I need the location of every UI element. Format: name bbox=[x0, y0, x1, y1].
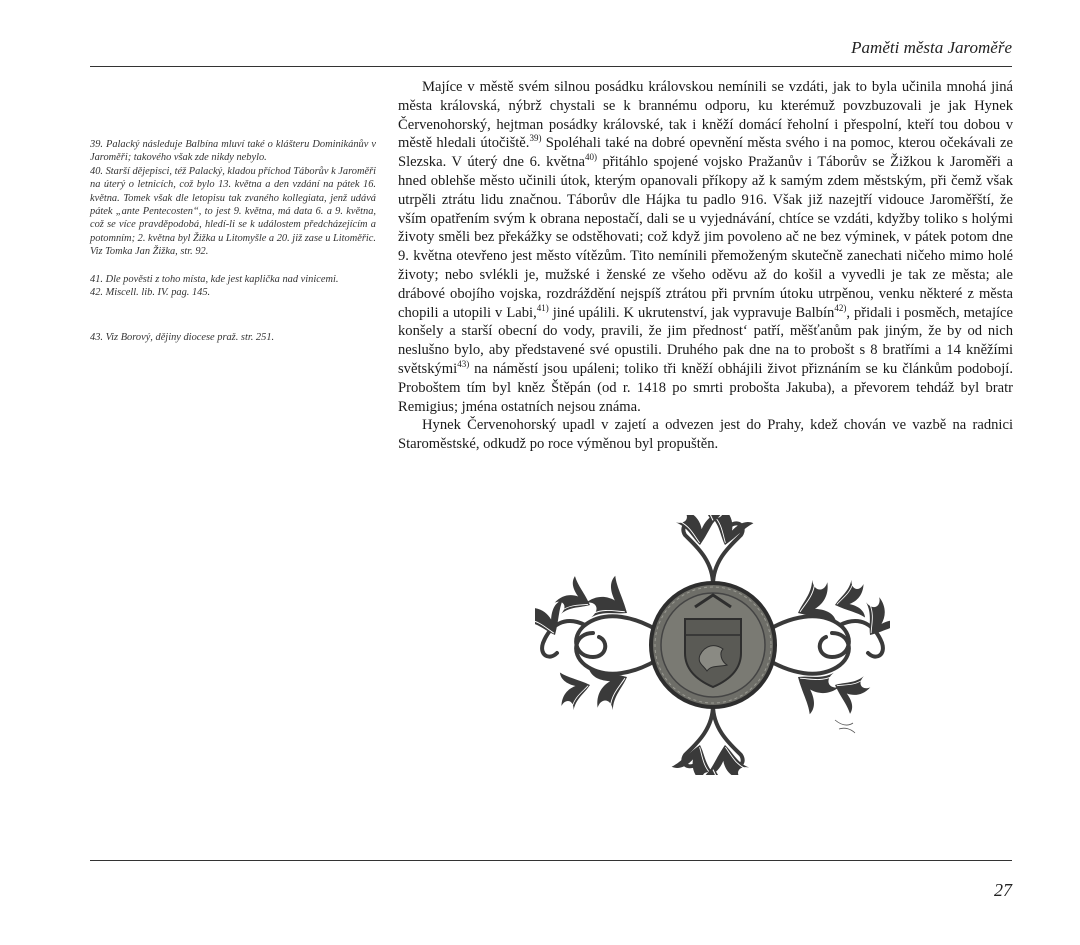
footnote-39: 39. Palacký následuje Balbína mluví také o klášteru Dominikánův v Jaroměři; takového však zde nikdy nebylo. bbox=[90, 139, 376, 164]
text-segment: , přidali i posměch, metajíce konšely a starší obecní do vody, pravili, že jim přednost‘ patří, měšťanům pak jiným, že by od nich neslušno bylo, aby představené své opustili. Druhého pak dne na to probošt s 8 bratřími a 14 kněžími světskými bbox=[398, 304, 1014, 377]
footnote-42: 42. Miscell. lib. IV. pag. 145. bbox=[90, 287, 211, 299]
text-segment: přitáhlo spojené vojsko Pražanův i Táborův se Žižkou k Jaroměři a hned oblehše město učinili útok, kterým opanovali příkopy až k samým zdem městským, při čemž však utrpěli ztrátu lidu značnou. Táborův dle Hájka tu padlo 916. Však již nazejtří vidouce Jaroměřští, že vším opatřením svým k obrana nepostačí, dali se u vyjednávání, chtíce se vzdáti, kdyžby toliko s holými životy směli bez překážky se odstěhovati; což když jim povoleno ač ne bez výminek, v pátek potom dne 9. května otevřeno jest město vítězům. Tito nemínili přemoženým skutečně zanechati ničeho mimo holé životy; nebo svlékli je, mužské i ženské ze všeho oděvu až do košil a vyvedli je tak ze města; ale drábové obojího vojska, rozdráždění nejspíš ztrátou při prvním útoku utrpěnou, venku některé z města chopili a utopili v Labi, bbox=[398, 154, 1013, 321]
main-text bbox=[398, 78, 1013, 454]
text-segment: Majíce v městě svém silnou posádku královskou nemínili se vzdáti, jak to byla učinila mnohá jiná města královská, nýbrž chystali se k brannému odporu, ku kterémuž povzbuzovali je jak Hynek Červenohorský, hejtman posádky královské, tak i kněží domácí řeholní i přespolní, kteří tou dobou v městě hledali útočiště. bbox=[398, 79, 1013, 152]
text-segment: na náměstí jsou upáleni; toliko tři kněží obhájili život přiznáním se ku článkům podobojí. Proboštem tím byl kněz Štěpán (od r. 1418 po smrti probošta Jakuba), a převorem tehdáž byl bratr Remigius; jména ostatních nejsou známa. bbox=[398, 360, 1013, 415]
running-title: Paměti města Jaroměře bbox=[851, 38, 1012, 57]
footnote-ref-39[interactable]: 39) bbox=[529, 133, 542, 144]
header-rule bbox=[90, 66, 1012, 67]
body-paragraph-2: Hynek Červenohorský upadl v zajetí a odvezen jest do Prahy, kdež chován ve vazbě na radnici Staroměstské, odkudž po roce výměnou byl propuštěn. bbox=[398, 417, 1013, 453]
body-paragraph-1 bbox=[398, 78, 1013, 416]
text-segment: Spoléhali také na dobré opevnění města svého i na pomoc, kterou očekávali ze Slezska. V úterý dne 6. května bbox=[398, 135, 1013, 171]
footnote-43: 43. Viz Borový, dějiny diocese praž. str. 251. bbox=[90, 332, 275, 344]
footnote-40: 40. Starší dějepisci, též Palacký, kladou příchod Táborův k Jaroměři na úterý o letnicích, což bylo 13. května a den vzdání na pátek 16. května. Tomek však dle letopisu tak zvaného kollegiata, jenž udává pátek „ante Pentecosten“, to jest 9. května, má data 6. a 9. května, což se více pravděpodobá, hledí-li se k událostem předcházejícím a potomním; 2. května byl Žižka u Litomyšle a 20. již zase u Litoměřic. Viz Tomka Jan Žižka, str. 92. bbox=[90, 165, 377, 258]
footnotes-column bbox=[90, 138, 376, 345]
heraldic-seal-ornament-icon bbox=[535, 515, 890, 775]
footnote-ref-43[interactable]: 43) bbox=[457, 359, 470, 370]
text-segment: jiné upálili. K ukrutenství, jak vypravuje Balbín bbox=[548, 304, 835, 321]
footnote-ref-40[interactable]: 40) bbox=[584, 152, 597, 163]
page-number: 27 bbox=[994, 880, 1012, 900]
footnote-ref-42[interactable]: 42) bbox=[834, 302, 847, 313]
footer-rule bbox=[90, 860, 1012, 861]
footnote-41: 41. Dle pověsti z toho místa, kde jest kaplička nad vinicemi. bbox=[90, 273, 339, 285]
footnote-ref-41[interactable]: 41) bbox=[536, 302, 549, 313]
